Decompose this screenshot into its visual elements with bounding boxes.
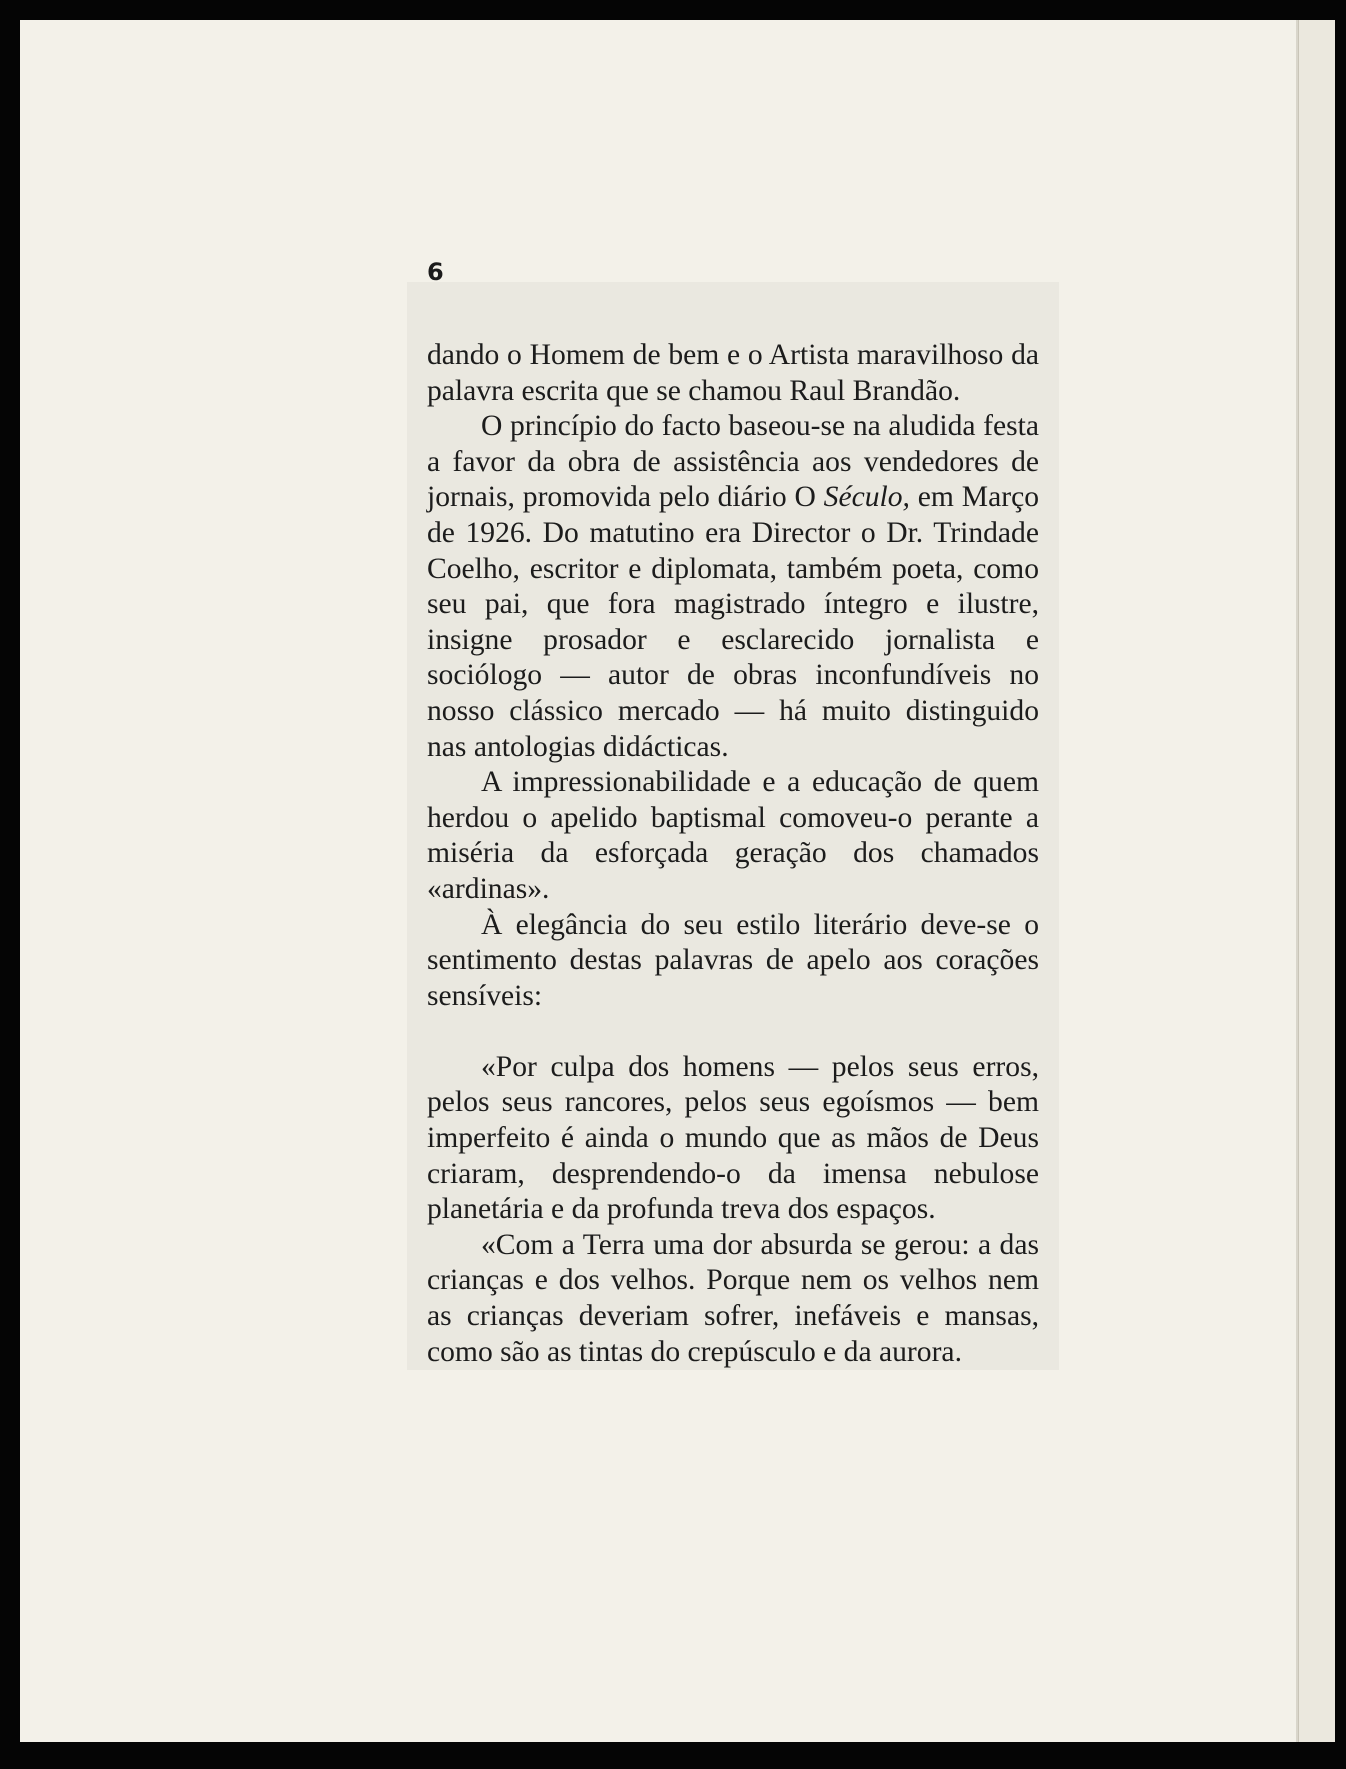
paragraph-2 <box>427 409 1039 765</box>
page-number: 6 <box>427 258 444 286</box>
paragraph-2-part-1: O princípio do facto baseou-se na aludida festa a favor da obra de assistência aos vendedores de jornais, promovida pelo diário O <box>427 410 1039 514</box>
newspaper-title: Século, <box>823 481 910 514</box>
next-page-edge <box>1298 20 1335 1742</box>
quote-paragraph-2: «Com a Terra uma dor absurda se gerou: a das crianças e dos velhos. Porque nem os velhos nem as crianças deveriam sofrer, inefáveis e mansas, como são as tintas do crepúsculo e da aurora. <box>427 1228 1039 1368</box>
quote-paragraph-1: «Por culpa dos homens — pelos seus erros, pelos seus rancores, pelos seus egoísmos — bem imperfeito é ainda o mundo que as mãos de Deus criaram, desprendendo-o da imensa nebulose planetária e da profunda treva dos espaços. <box>427 1050 1039 1226</box>
body-text <box>427 338 1039 1370</box>
paragraph-3: A impressionabilidade e a educação de quem herdou o apelido baptismal comoveu-o perante a miséria da esforçada geração dos chamados «ardinas». <box>427 766 1039 905</box>
paragraph-4: À elegância do seu estilo literário deve-se o sentimento destas palavras de apelo aos corações sensíveis: <box>427 908 1039 1012</box>
document-page <box>20 20 1298 1742</box>
paragraph-2-part-2: em Março de 1926. Do matutino era Director o Dr. Trindade Coelho, escritor e diplomata, também poeta, como seu pai, que fora magistrado íntegro e ilustre, insigne prosador e esclarecido jornalista e sociólogo — autor de obras inconfundíveis no nosso clássico mercado — há muito distinguido nas antologias didácticas. <box>427 481 1039 763</box>
paragraph-1: dando o Homem de bem e o Artista maravilhoso da palavra escrita que se chamou Raul Brandão. <box>427 339 1039 407</box>
